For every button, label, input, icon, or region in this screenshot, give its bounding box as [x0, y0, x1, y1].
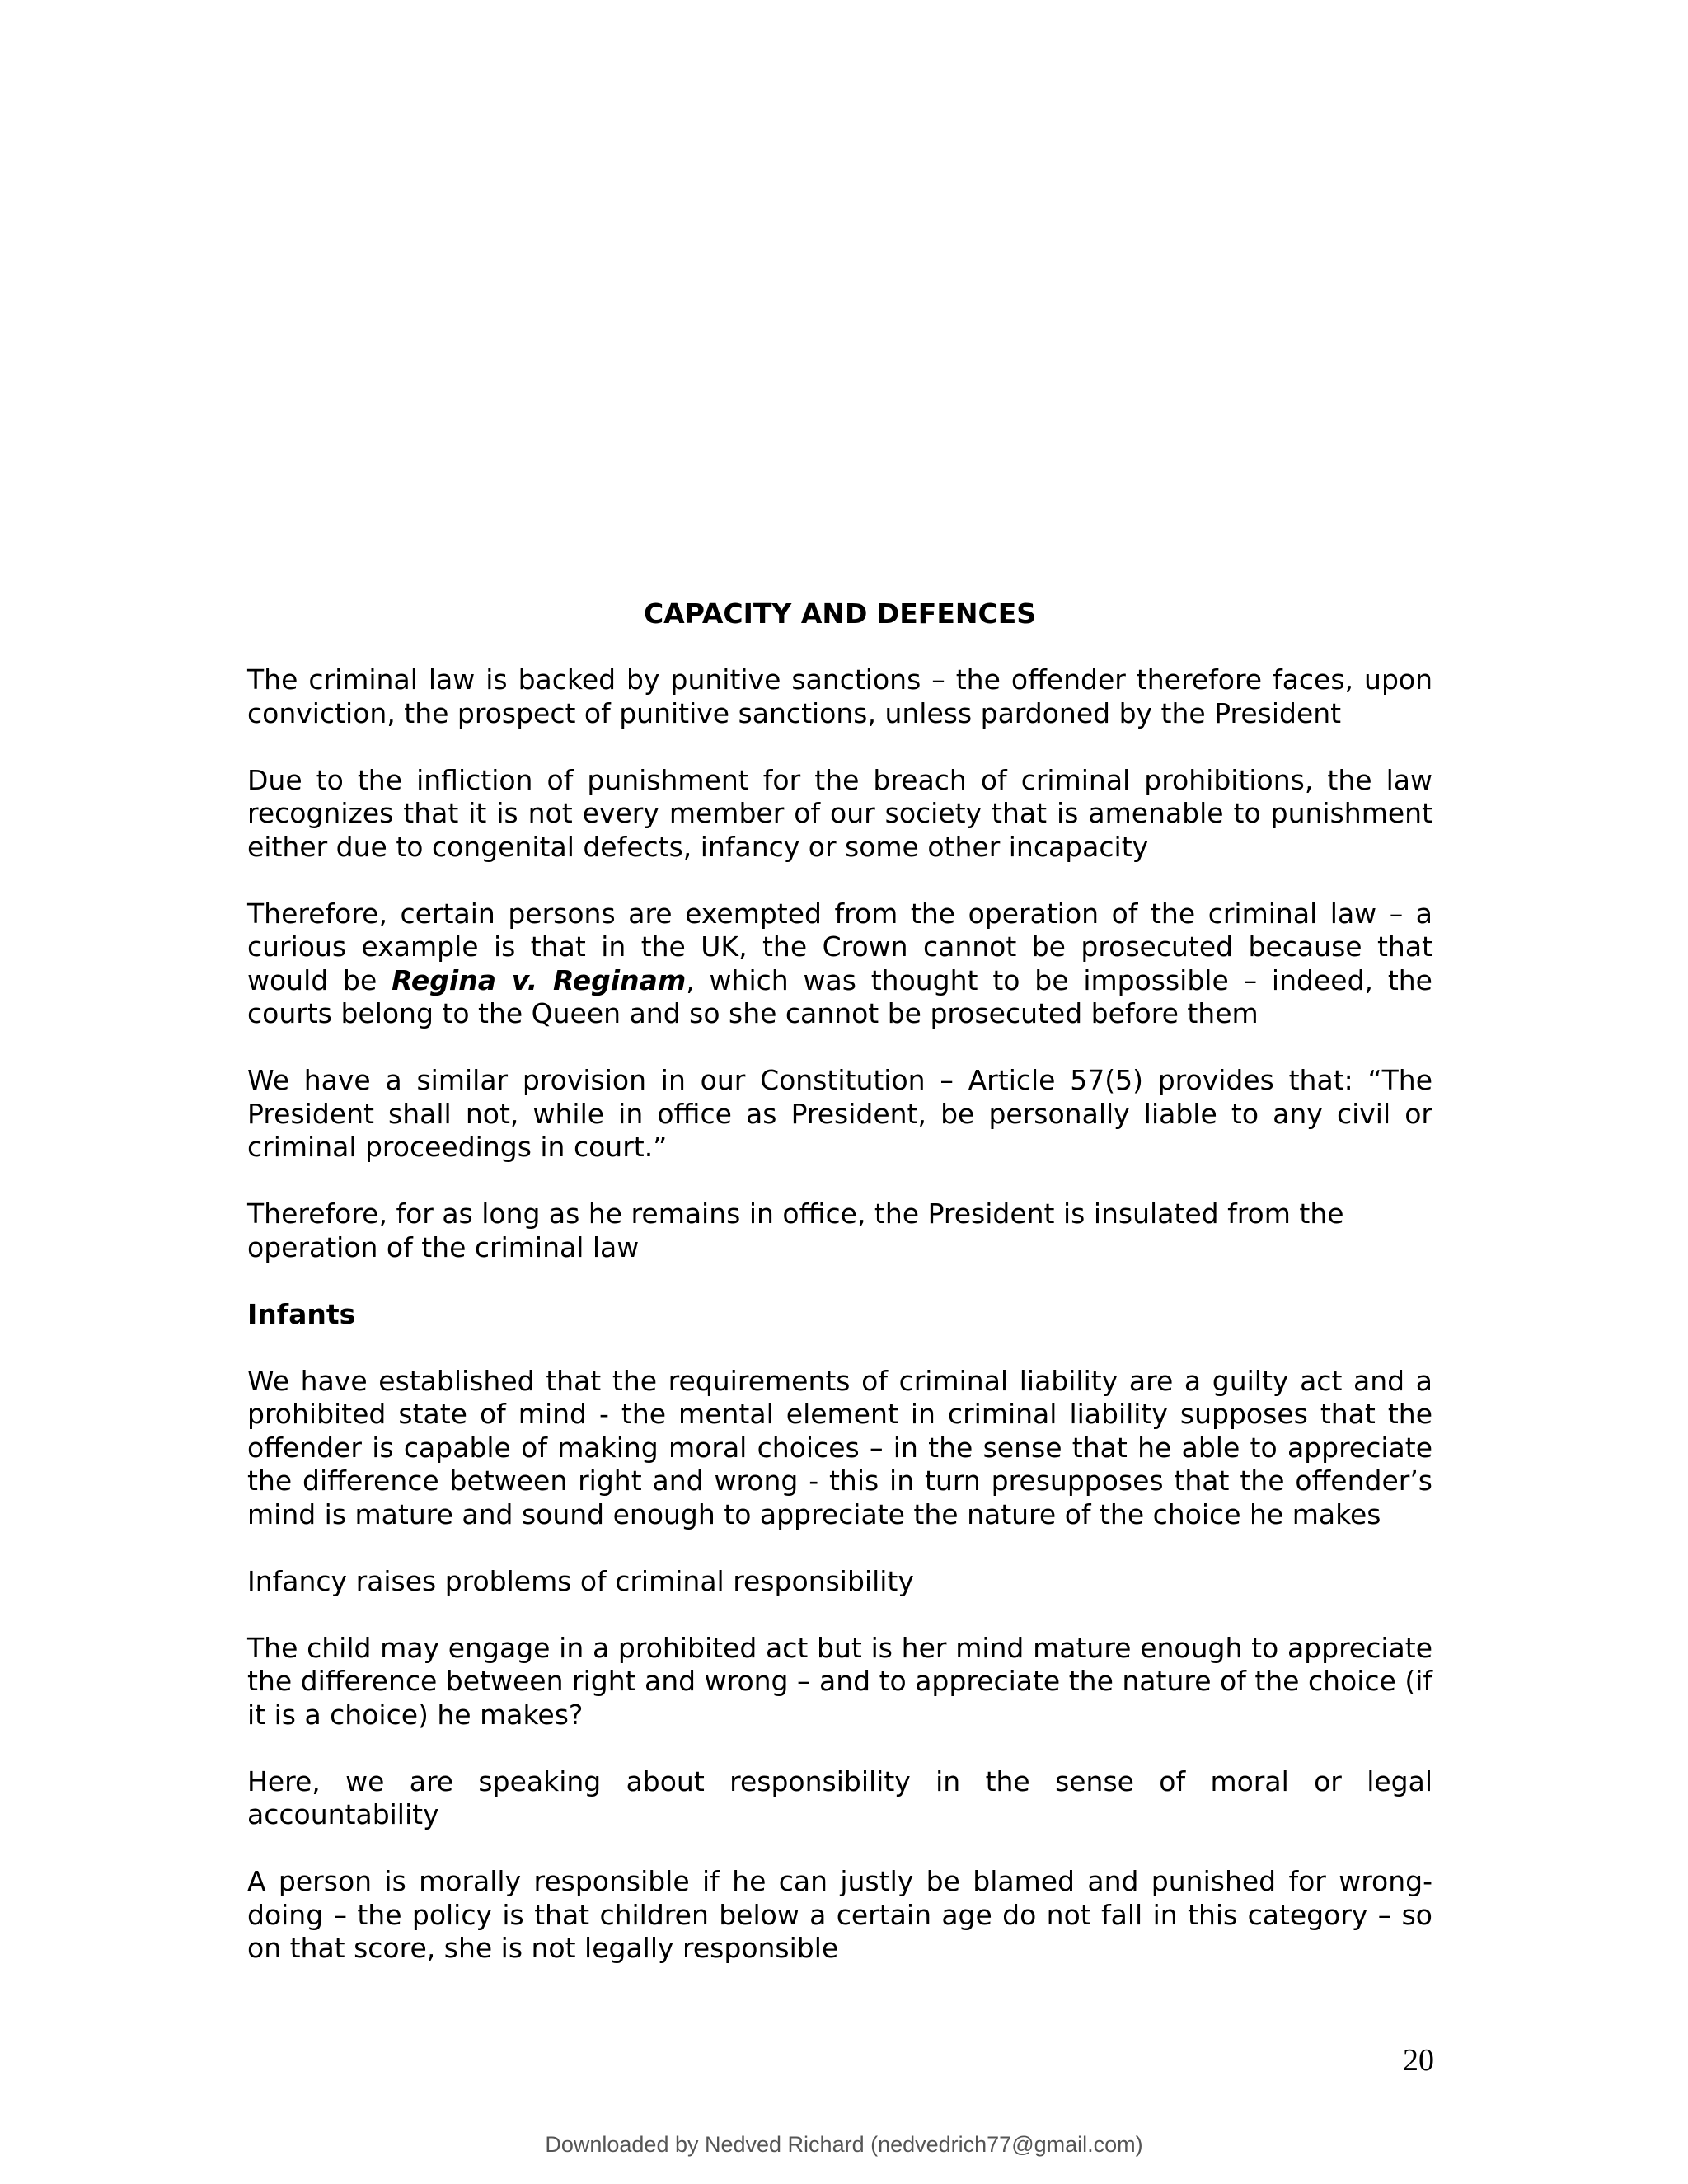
page-title: CAPACITY AND DEFENCES [643, 598, 1037, 630]
paragraph: Infancy raises problems of criminal responsibility [247, 1564, 914, 1597]
paragraph: The criminal law is backed by punitive sanctions – the offender therefore faces, upon conviction, the prospect of punitive sanctions, unless pardoned by the President [247, 663, 1432, 729]
paragraph-text: , which was thought to be impossible – indeed, the courts belong to the Queen and so she cannot be prosecuted before them [247, 963, 1432, 1029]
page-content [247, 598, 1432, 1999]
paragraph: Therefore, for as long as he remains in office, the President is insulated from the operation of the criminal law [247, 1197, 1344, 1263]
page-number: 20 [1403, 2043, 1434, 2078]
paragraph: We have a similar provision in our Constitution – Article 57(5) provides that: “The President shall not, while in office as President, be personally liable to any civil or criminal proceedings in court.” [247, 1064, 1432, 1163]
paragraph: We have established that the requirements of criminal liability are a guilty act and a prohibited state of mind - the mental element in criminal liability supposes that the offender is capable of making moral choices – in the sense that he able to appreciate the difference between right and wrong - this in turn presupposes that the offender’s mind is mature and sound enough to appreciate the nature of the choice he makes [247, 1364, 1432, 1530]
paragraph-crown [247, 898, 1432, 1031]
paragraph: The child may engage in a prohibited act but is her mind mature enough to appreciate the difference between right and wrong – and to appreciate the nature of the choice (if it is a choice) he makes? [247, 1631, 1432, 1731]
case-citation: Regina v. Reginam [392, 963, 687, 996]
paragraph: Here, we are speaking about responsibility in the sense of moral or legal accountability [247, 1765, 1432, 1830]
section-heading: Infants [247, 1297, 356, 1330]
paragraph-text: Therefore, certain persons are exempted from the operation of the criminal law – a curious example is that in the UK, the Crown cannot be prosecuted because that would be [247, 897, 1432, 996]
download-notice: Downloaded by Nedved Richard (nedvedrich77@gmail.com) [545, 2132, 1143, 2157]
paragraph: Due to the infliction of punishment for the breach of criminal prohibitions, the law recognizes that it is not every member of our society that is amenable to punishment either due to congenital defects, infancy or some other incapacity [247, 763, 1432, 863]
paragraph: A person is morally responsible if he can justly be blamed and punished for wrong-doing – the policy is that children below a certain age do not fall in this category – so on that score, she is not legally responsible [247, 1865, 1432, 1964]
